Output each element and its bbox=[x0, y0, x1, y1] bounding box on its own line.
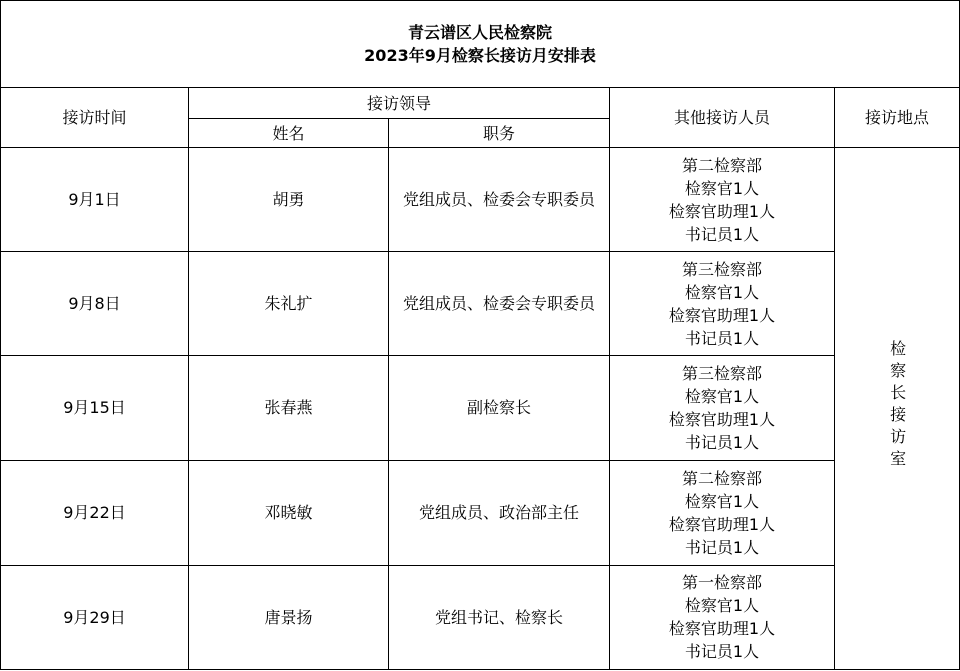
other-staff-cell bbox=[610, 356, 835, 460]
leader-name-cell: 唐景扬 bbox=[189, 565, 389, 669]
date-cell: 9月22日 bbox=[1, 460, 189, 565]
staff-line: 书记员1人 bbox=[684, 537, 760, 557]
table-row bbox=[1, 148, 960, 252]
staff-line: 书记员1人 bbox=[684, 642, 760, 662]
staff-department: 第二检察部 bbox=[681, 155, 762, 175]
leader-position-cell: 党组书记、检察长 bbox=[389, 565, 610, 669]
staff-line: 检察官助理1人 bbox=[668, 410, 776, 430]
header-others: 其他接访人员 bbox=[610, 88, 835, 148]
staff-line: 检察官1人 bbox=[684, 387, 760, 407]
header-name: 姓名 bbox=[189, 119, 389, 148]
other-staff-cell bbox=[610, 148, 835, 252]
location-cell bbox=[835, 148, 960, 670]
staff-line: 书记员1人 bbox=[684, 224, 760, 244]
staff-line: 检察官助理1人 bbox=[668, 514, 776, 534]
leader-position-cell: 党组成员、检委会专职委员 bbox=[389, 252, 610, 356]
staff-line: 检察官助理1人 bbox=[668, 201, 776, 221]
staff-line: 检察官1人 bbox=[684, 178, 760, 198]
leader-name-cell: 朱礼扩 bbox=[189, 252, 389, 356]
staff-line: 检察官1人 bbox=[684, 491, 760, 511]
staff-line: 书记员1人 bbox=[684, 433, 760, 453]
date-cell: 9月15日 bbox=[1, 356, 189, 460]
table-row bbox=[1, 460, 960, 565]
staff-department: 第三检察部 bbox=[681, 364, 762, 384]
staff-line: 书记员1人 bbox=[684, 328, 760, 348]
leader-name-cell: 胡勇 bbox=[189, 148, 389, 252]
staff-department: 第三检察部 bbox=[681, 259, 762, 279]
table-row bbox=[1, 356, 960, 460]
date-cell: 9月1日 bbox=[1, 148, 189, 252]
staff-department: 第二检察部 bbox=[681, 468, 762, 488]
staff-department: 第一检察部 bbox=[681, 573, 762, 593]
leader-name-cell: 邓晓敏 bbox=[189, 460, 389, 565]
title-row bbox=[1, 1, 960, 88]
leader-position-cell: 副检察长 bbox=[389, 356, 610, 460]
date-cell: 9月8日 bbox=[1, 252, 189, 356]
staff-line: 检察官1人 bbox=[684, 596, 760, 616]
leader-name-cell: 张春燕 bbox=[189, 356, 389, 460]
table-row bbox=[1, 252, 960, 356]
other-staff-cell bbox=[610, 565, 835, 669]
staff-line: 检察官助理1人 bbox=[668, 619, 776, 639]
staff-line: 检察官助理1人 bbox=[668, 305, 776, 325]
header-location: 接访地点 bbox=[835, 88, 960, 148]
table-row bbox=[1, 565, 960, 669]
leader-position-cell: 党组成员、政治部主任 bbox=[389, 460, 610, 565]
staff-line: 检察官1人 bbox=[684, 282, 760, 302]
title-line-1: 青云谱区人民检察院 bbox=[408, 22, 553, 42]
leader-position-cell: 党组成员、检委会专职委员 bbox=[389, 148, 610, 252]
header-time: 接访时间 bbox=[1, 88, 189, 148]
header-position: 职务 bbox=[389, 119, 610, 148]
other-staff-cell bbox=[610, 252, 835, 356]
title-line-2: 2023年9月检察长接访月安排表 bbox=[364, 46, 596, 66]
header-row-1 bbox=[1, 88, 960, 119]
header-leader: 接访领导 bbox=[189, 88, 610, 119]
location-text: 检察长接访室 bbox=[887, 339, 907, 472]
date-cell: 9月29日 bbox=[1, 565, 189, 669]
other-staff-cell bbox=[610, 460, 835, 565]
table-title bbox=[1, 1, 960, 88]
